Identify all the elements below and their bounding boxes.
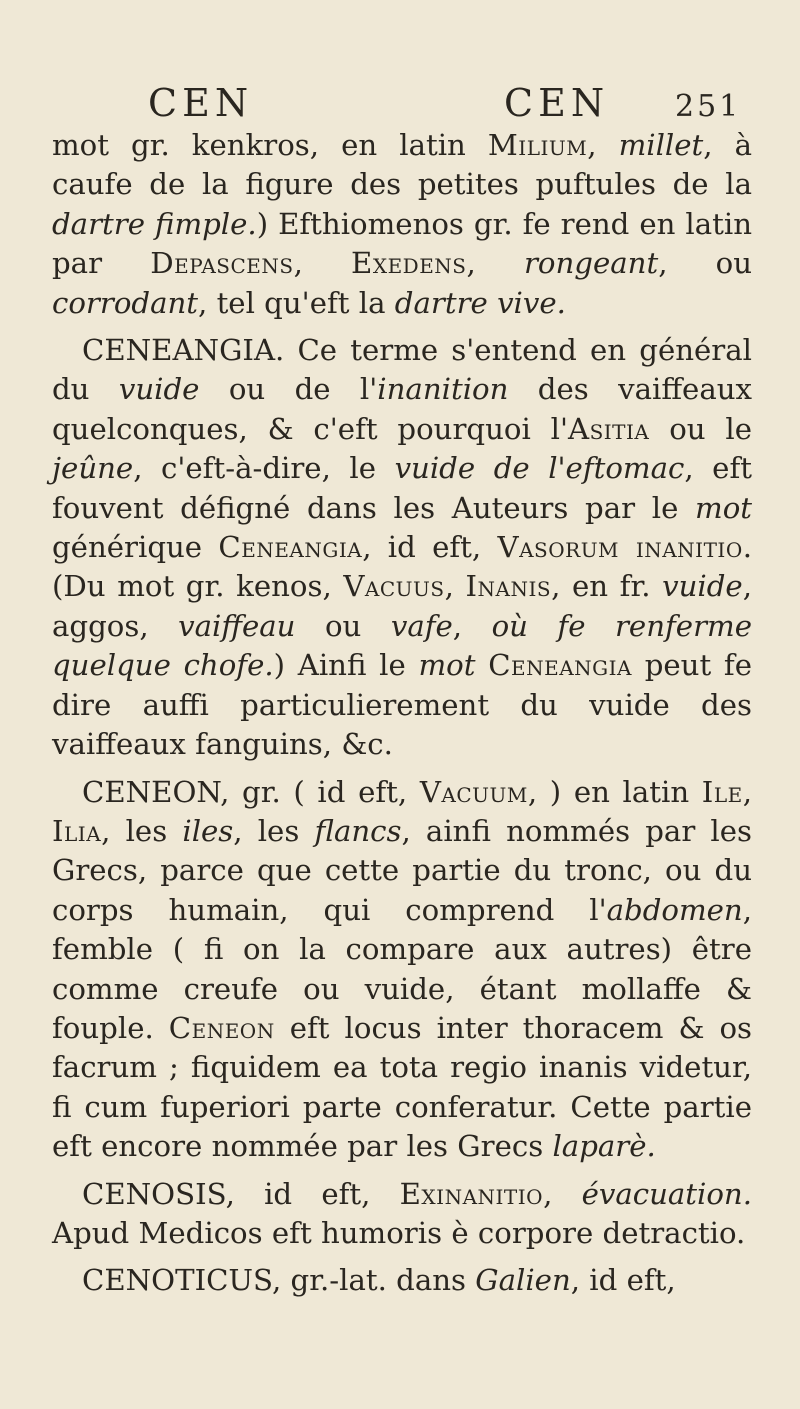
text-run: , à caufe de la figure des petites puftules de la	[52, 128, 752, 202]
italic-run: jeûne	[52, 451, 134, 486]
text-run: Apud Medicos eft humoris è corpore detractio.	[52, 1215, 746, 1250]
text-run: , id eft,	[570, 1263, 676, 1298]
italic-run: laparè.	[552, 1129, 656, 1164]
small-caps-run: Depascens	[150, 246, 294, 281]
text-run: générique	[52, 530, 219, 565]
small-caps-run: Vacuus	[343, 569, 445, 604]
text-run: , les	[101, 813, 183, 848]
text-run: CENEON, gr. ( id eft,	[82, 774, 420, 809]
italic-run: vuide	[662, 569, 743, 604]
text-run: , c'eft-à-dire, le	[133, 451, 395, 486]
italic-run: vaiffeau	[178, 608, 296, 643]
italic-run: rongeant	[523, 246, 659, 281]
small-caps-run: Vasorum inanitio	[497, 530, 743, 565]
text-run: , ainfi nommés par les Grecs, parce que cette partie du tronc, ou du corps humain, qui comprend l'	[52, 813, 753, 927]
small-caps-run: Vacuum	[419, 774, 528, 809]
small-caps-run: Ilia	[52, 813, 102, 848]
text-run: ) Efthiomenos gr. fe rend en latin par	[52, 206, 752, 281]
small-caps-run: Ile	[701, 774, 743, 809]
text-run: eft locus inter thoracem & os facrum ; fiquidem ea tota regio inanis videtur, fi cum fuperiori parte conferatur. Cette partie eft encore nommée par les Grecs	[52, 1010, 752, 1164]
italic-run: abdomen	[606, 892, 743, 927]
italic-run: vuide	[118, 372, 200, 407]
text-run: ou le	[649, 411, 752, 446]
small-caps-run: Inanis	[465, 569, 552, 604]
text-run: ,	[742, 774, 752, 809]
text-run: des vaiffeaux quelconques, & c'eft pourquoi l'	[52, 372, 752, 446]
page-number: 251	[675, 89, 742, 124]
text-run: , aggos,	[52, 569, 752, 643]
dictionary-entry	[52, 1175, 752, 1254]
text-run: ,	[293, 246, 352, 281]
italic-run: corrodant	[52, 285, 199, 320]
entry-continuation	[52, 126, 752, 323]
small-caps-run: Ceneon	[168, 1010, 275, 1045]
text-run: ,	[587, 128, 619, 162]
dictionary-entry	[52, 1261, 752, 1300]
dictionary-text	[52, 126, 752, 1301]
text-run: , id eft,	[362, 530, 498, 565]
italic-run: Galien	[475, 1263, 571, 1298]
italic-run: mot	[695, 490, 752, 525]
text-run: CENEANGIA. Ce terme s'entend en général du	[52, 333, 752, 407]
small-caps-run: Exedens	[351, 246, 467, 281]
text-run: ,	[466, 246, 524, 281]
text-run: , en fr.	[551, 569, 663, 604]
dictionary-entry	[52, 331, 752, 764]
italic-run: évacuation.	[581, 1176, 752, 1211]
small-caps-run: Asitia	[568, 411, 650, 446]
text-run: CENOTICUS, gr.-lat. dans	[82, 1263, 476, 1298]
text-run: , femble ( fi on la compare aux autres) être comme creufe ou vuide, étant mollaffe & fouple.	[52, 892, 752, 1045]
text-run: ) Ainfi le	[273, 648, 419, 683]
text-run	[475, 648, 488, 682]
italic-run: vafe	[390, 608, 453, 643]
italic-run: vuide de l'eftomac	[394, 451, 685, 486]
italic-run: inanition	[377, 372, 509, 407]
text-run: CENOSIS, id eft,	[82, 1176, 400, 1211]
italic-run: millet	[618, 128, 704, 162]
text-run: mot gr. kenkros, en latin	[52, 128, 488, 162]
dictionary-entry	[52, 773, 752, 1167]
text-run: , les	[233, 813, 315, 848]
small-caps-run: Ceneangia	[218, 530, 363, 565]
italic-run: flancs	[314, 813, 402, 848]
italic-run: dartre vive.	[394, 285, 566, 320]
small-caps-run: Ceneangia	[488, 648, 632, 683]
text-run: , tel qu'eft la	[198, 285, 395, 320]
text-run: . (Du mot gr. kenos,	[52, 530, 753, 604]
text-run: , eft fouvent défigné dans les Auteurs par le	[52, 451, 752, 525]
small-caps-run: Exinanitio	[399, 1176, 544, 1211]
header-right-word: CEN	[504, 81, 610, 125]
text-run: ,	[444, 569, 466, 604]
text-run: ou de l'	[199, 372, 378, 407]
italic-run: mot	[418, 648, 476, 683]
small-caps-run: Milium	[487, 128, 588, 162]
header-left-word: CEN	[148, 81, 254, 125]
text-run: ,	[452, 608, 492, 643]
running-header	[148, 78, 760, 128]
italic-run: où fe renferme quelque chofe.	[52, 608, 752, 683]
italic-run: iles	[182, 813, 234, 848]
text-run: ou	[295, 608, 391, 643]
text-run: ,	[543, 1176, 582, 1211]
text-run: , ) en latin	[527, 774, 702, 809]
text-run: , ou	[658, 246, 752, 281]
text-run: peut fe dire auffi particulierement du vuide des vaiffeaux fanguins, &c.	[52, 648, 752, 762]
italic-run: dartre fimple.	[52, 206, 257, 241]
